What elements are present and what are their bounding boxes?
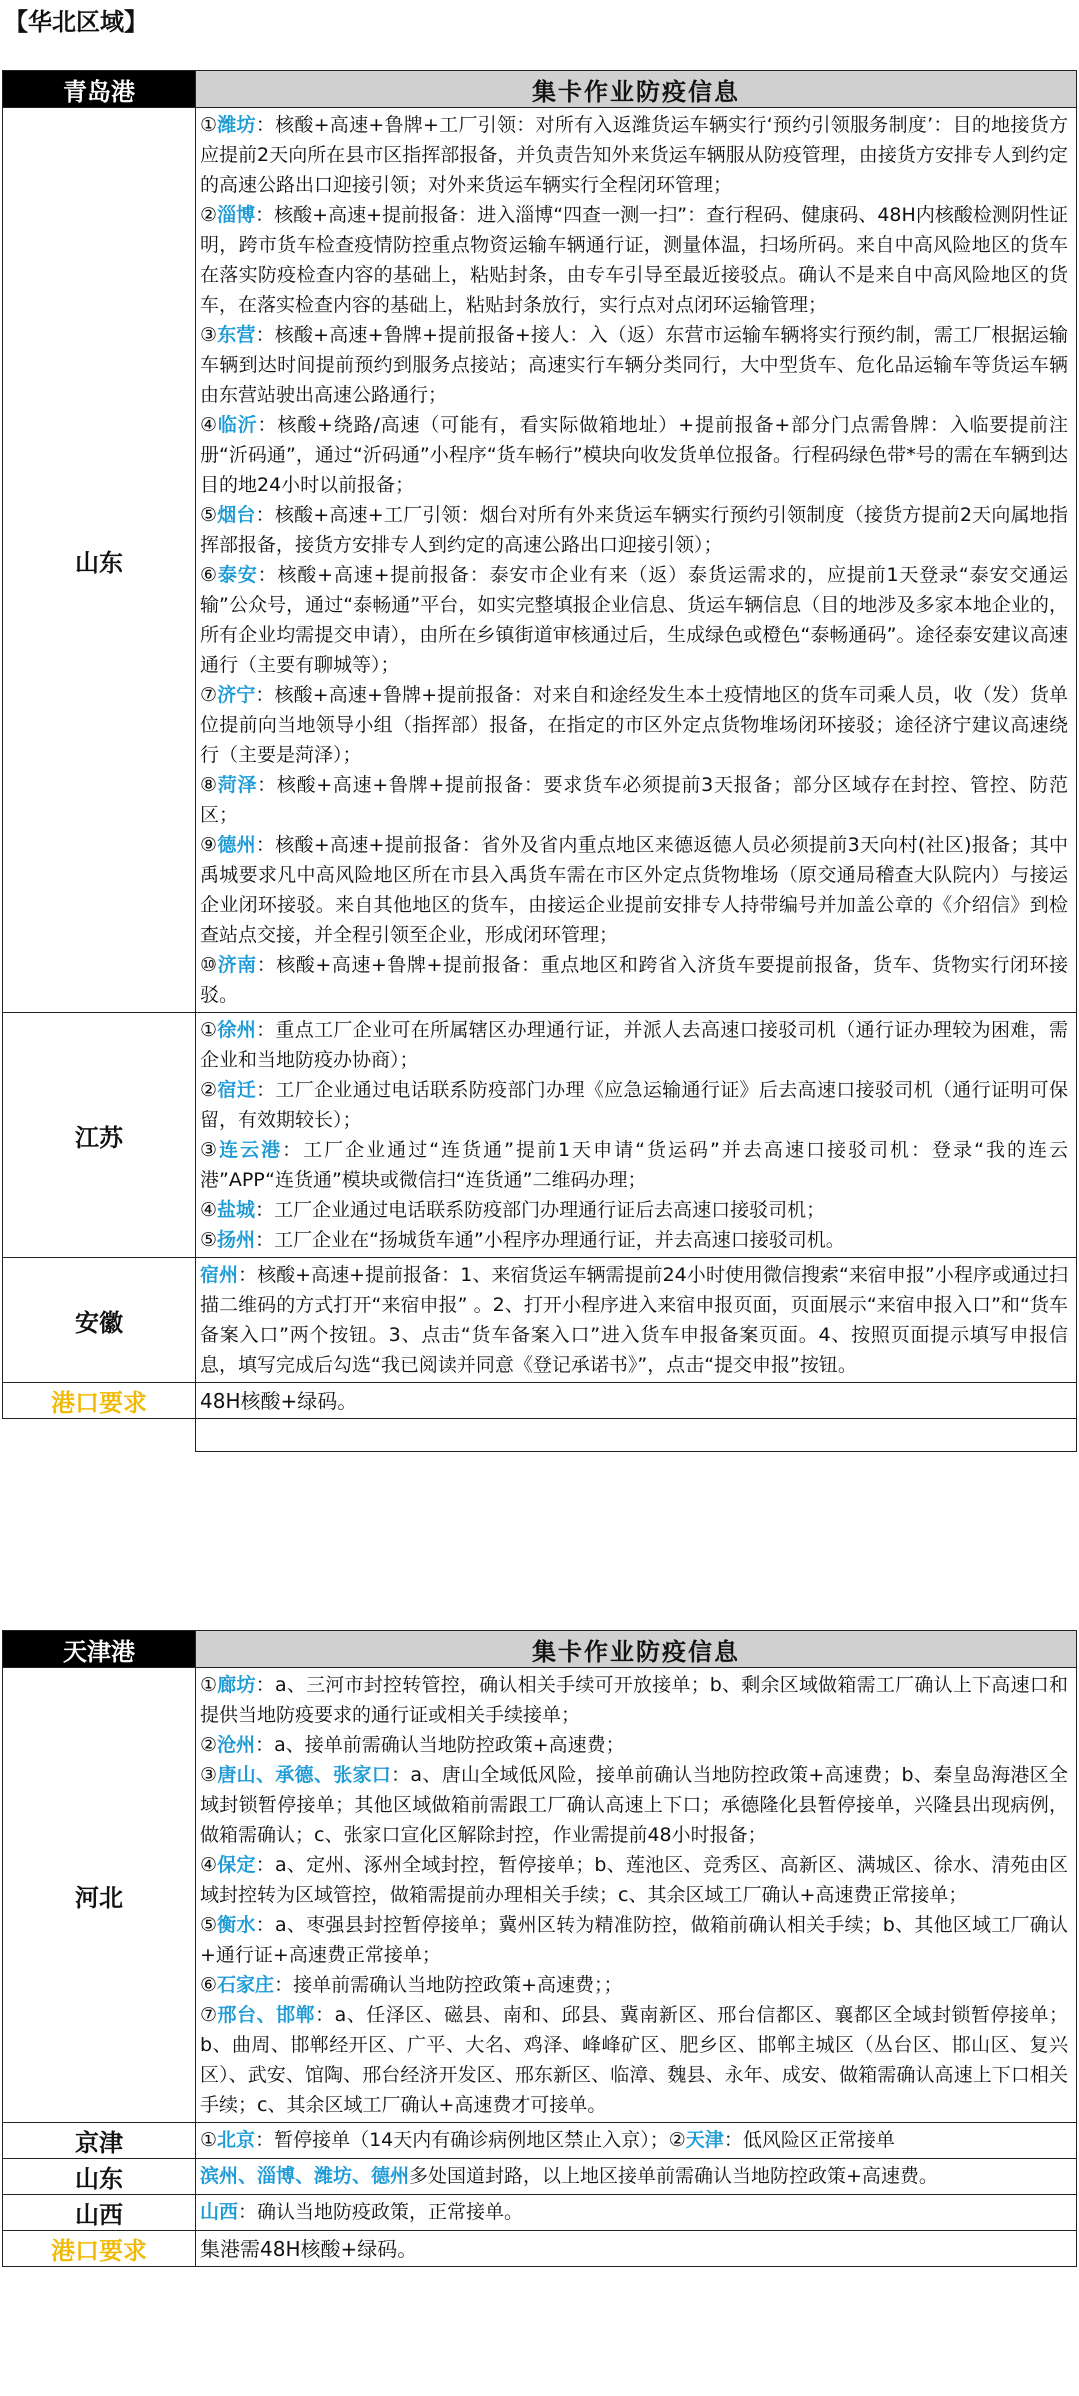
list-item: ①潍坊：核酸+高速+鲁牌+工厂引领：对所有入返潍货运车辆实行‘预约引领服务制度’：目的地接货方应提前2天向所在县市区指挥部报备，并负责告知外来货运车辆服从防疫管理，由接货方安排专人到约定的高速公路出口迎接引领；对外来货运车辆实行全程闭环管理； (200, 114, 1068, 196)
list-item: ⑤衡水：a、枣强县封控暂停接单；冀州区转为精准防控，做箱前确认相关手续；b、其他区域工厂确认+通行证+高速费正常接单； (200, 1914, 1068, 1966)
qingdao-table (2, 70, 1077, 1452)
province-name: 江苏 (3, 1013, 196, 1258)
port-requirement-value: 集港需48H核酸+绿码。 (196, 2231, 1077, 2267)
list-item: ⑦邢台、邯郸：a、任泽区、磁县、南和、邱县、冀南新区、邢台信都区、襄都区全域封锁暂停接单；b、曲周、邯郸经开区、广平、大名、鸡泽、峰峰矿区、肥乡区、邯郸主城区（丛台区、邯山区、复兴区）、武安、馆陶、邢台经济开发区、邢东新区、临漳、魏县、永年、成安、做箱需确认高速上下口相关手续；c、其余区域工厂确认+高速费才可接单。 (200, 2004, 1068, 2116)
province-row-hebei (3, 1668, 1077, 2123)
province-name: 山东 (3, 2159, 196, 2195)
list-item: ⑤烟台：核酸+高速+工厂引领：烟台对所有外来货运车辆实行预约引领制度（接货方提前2天向属地指挥部报备，接货方安排专人到约定的高速公路出口迎接引领）； (200, 504, 1068, 556)
province-details (196, 1668, 1077, 2123)
province-name: 河北 (3, 1668, 196, 2123)
province-row-shanxi (3, 2195, 1077, 2231)
province-details (196, 1258, 1077, 1383)
list-item: ②宿迁：工厂企业通过电话联系防疫部门办理《应急运输通行证》后去高速口接驳司机（通行证明可保留，有效期较长）； (200, 1079, 1068, 1131)
province-name: 京津 (3, 2123, 196, 2159)
list-item: ③唐山、承德、张家口：a、唐山全域低风险，接单前确认当地防控政策+高速费；b、秦皇岛海港区全域封锁暂停接单；其他区域做箱前需跟工厂确认高速上下口；承德隆化县暂停接单，兴隆县出现病例，做箱需确认；c、张家口宣化区解除封控，作业需提前48小时报备； (200, 1764, 1068, 1846)
port-name-tianjin: 天津港 (3, 1631, 196, 1668)
port-requirement-value: 48H核酸+绿码。 (196, 1383, 1077, 1419)
province-details (196, 108, 1077, 1013)
list-item: ⑤扬州：工厂企业在“扬城货车通”小程序办理通行证，并去高速口接驳司机。 (200, 1229, 845, 1251)
port-requirement-row-qingdao (3, 1383, 1077, 1419)
list-item: ④盐城：工厂企业通过电话联系防疫部门办理通行证后去高速口接驳司机； (200, 1199, 826, 1221)
province-name: 山东 (3, 108, 196, 1013)
list-item: ②沧州：a、接单前需确认当地防控政策+高速费； (200, 1734, 625, 1756)
spacer-cell (196, 1419, 1077, 1452)
list-item: ⑥石家庄：接单前需确认当地防控政策+高速费；； (200, 1974, 623, 1996)
list-item: ①廊坊：a、三河市封控转管控，确认相关手续可开放接单；b、剩余区域做箱需工厂确认上下高速口和提供当地防疫要求的通行证或相关手续接单； (200, 1674, 1068, 1726)
list-item: ⑩济南：核酸+高速+鲁牌+提前报备：重点地区和跨省入济货车要提前报备，货车、货物实行闭环接驳。 (200, 954, 1068, 1006)
list-item: ③东营：核酸+高速+鲁牌+提前报备+接人：入（返）东营市运输车辆将实行预约制，需工厂根据运输车辆到达时间提前预约到服务点接站；高速实行车辆分类同行，大中型货车、危化品运输车等货运车辆由东营站驶出高速公路通行； (200, 324, 1068, 406)
list-item: ⑧菏泽：核酸+高速+鲁牌+提前报备：要求货车必须提前3天报备；部分区域存在封控、管控、防范区； (200, 774, 1068, 826)
list-item: ④临沂：核酸+绕路/高速（可能有，看实际做箱地址）+提前报备+部分门点需鲁牌：入临要提前注册“沂码通”，通过“沂码通”小程序“货车畅行”模块向收发货单位报备。行程码绿色带*号的需在车辆到达目的地24小时以前报备； (200, 414, 1068, 496)
province-row-shandong-tj (3, 2159, 1077, 2195)
province-details (196, 2159, 1077, 2195)
info-header-qingdao: 集卡作业防疫信息 (196, 71, 1077, 108)
region-title: 【华北区域】 (4, 8, 148, 36)
port-requirement-row-tianjin (3, 2231, 1077, 2267)
list-item: ①北京：暂停接单（14天内有确诊病例地区禁止入京）；②天津：低风险区正常接单 (200, 2129, 895, 2151)
list-item: 宿州：核酸+高速+提前报备：1、来宿货运车辆需提前24小时使用微信搜索“来宿申报”小程序或通过扫描二维码的方式打开“来宿申报” 。2、打开小程序进入来宿申报页面，页面展示“来宿申报入口”和“货车备案入口”两个按钮。3、点击“货车备案入口”进入货车申报备案页面。4、按照页面提示填写申报信息，填写完成后勾选“我已阅读并同意《登记承诺书》”，点击“提交申报”按钮。 (200, 1264, 1068, 1376)
info-header-tianjin: 集卡作业防疫信息 (196, 1631, 1077, 1668)
port-requirement-label: 港口要求 (3, 2231, 196, 2267)
list-item: ⑥泰安：核酸+高速+提前报备：泰安市企业有来（返）泰货运需求的，应提前1天登录“泰安交通运输”公众号，通过“泰畅通”平台，如实完整填报企业信息、货运车辆信息（目的地涉及多家本地企业的，所有企业均需提交申请），由所在乡镇街道审核通过后，生成绿色或橙色“泰畅通码”。途径泰安建议高速通行（主要有聊城等）； (200, 564, 1068, 676)
list-item: ⑦济宁：核酸+高速+鲁牌+提前报备：对来自和途经发生本土疫情地区的货车司乘人员，收（发）货单位提前向当地领导小组（指挥部）报备，在指定的市区外定点货物堆场闭环接驳；途径济宁建议高速绕行（主要是菏泽）； (200, 684, 1068, 766)
list-item: ⑨德州：核酸+高速+提前报备：省外及省内重点地区来德返德人员必须提前3天向村(社区)报备；其中禹城要求凡中高风险地区所在市县入禹货车需在市区外定点货物堆场（原交通局稽查大队院内）与接运企业闭环接驳。来自其他地区的货车，由接运企业提前安排专人持带编号并加盖公章的《介绍信》到检查站点交接，并全程引领至企业，形成闭环管理； (200, 834, 1068, 946)
province-details (196, 2195, 1077, 2231)
tianjin-table (2, 1630, 1077, 2267)
port-name-qingdao: 青岛港 (3, 71, 196, 108)
list-item: 滨州、淄博、潍坊、德州多处国道封路，以上地区接单前需确认当地防控政策+高速费。 (200, 2165, 938, 2187)
province-name: 安徽 (3, 1258, 196, 1383)
province-details (196, 1013, 1077, 1258)
list-item: ②淄博：核酸+高速+提前报备：进入淄博“四查一测一扫”：查行程码、健康码、48H内核酸检测阴性证明，跨市货车检查疫情防控重点物资运输车辆通行证，测量体温，扫场所码。来自中高风险地区的货车在落实防疫检查内容的基础上，粘贴封条，由专车引导至最近接驳点。确认不是来自中高风险地区的货车，在落实检查内容的基础上，粘贴封条放行，实行点对点闭环运输管理； (200, 204, 1068, 316)
province-row-jingjin (3, 2123, 1077, 2159)
list-item: ①徐州：重点工厂企业可在所属辖区办理通行证，并派人去高速口接驳司机（通行证办理较为困难，需企业和当地防疫办协商）； (200, 1019, 1068, 1071)
port-requirement-label: 港口要求 (3, 1383, 196, 1419)
spacer-cell (3, 1419, 196, 1452)
list-item: 山西：确认当地防疫政策，正常接单。 (200, 2201, 524, 2223)
province-name: 山西 (3, 2195, 196, 2231)
province-row-anhui (3, 1258, 1077, 1383)
list-item: ④保定：a、定州、涿州全域封控，暂停接单；b、莲池区、竞秀区、高新区、满城区、徐水、清苑由区域封控转为区域管控，做箱需提前办理相关手续；c、其余区域工厂确认+高速费正常接单； (200, 1854, 1068, 1906)
list-item: ③连云港：工厂企业通过“连货通”提前1天申请“货运码”并去高速口接驳司机：登录“我的连云港”APP“连货通”模块或微信扫“连货通”二维码办理； (200, 1139, 1068, 1191)
province-row-jiangsu (3, 1013, 1077, 1258)
province-details (196, 2123, 1077, 2159)
province-row-shandong (3, 108, 1077, 1013)
